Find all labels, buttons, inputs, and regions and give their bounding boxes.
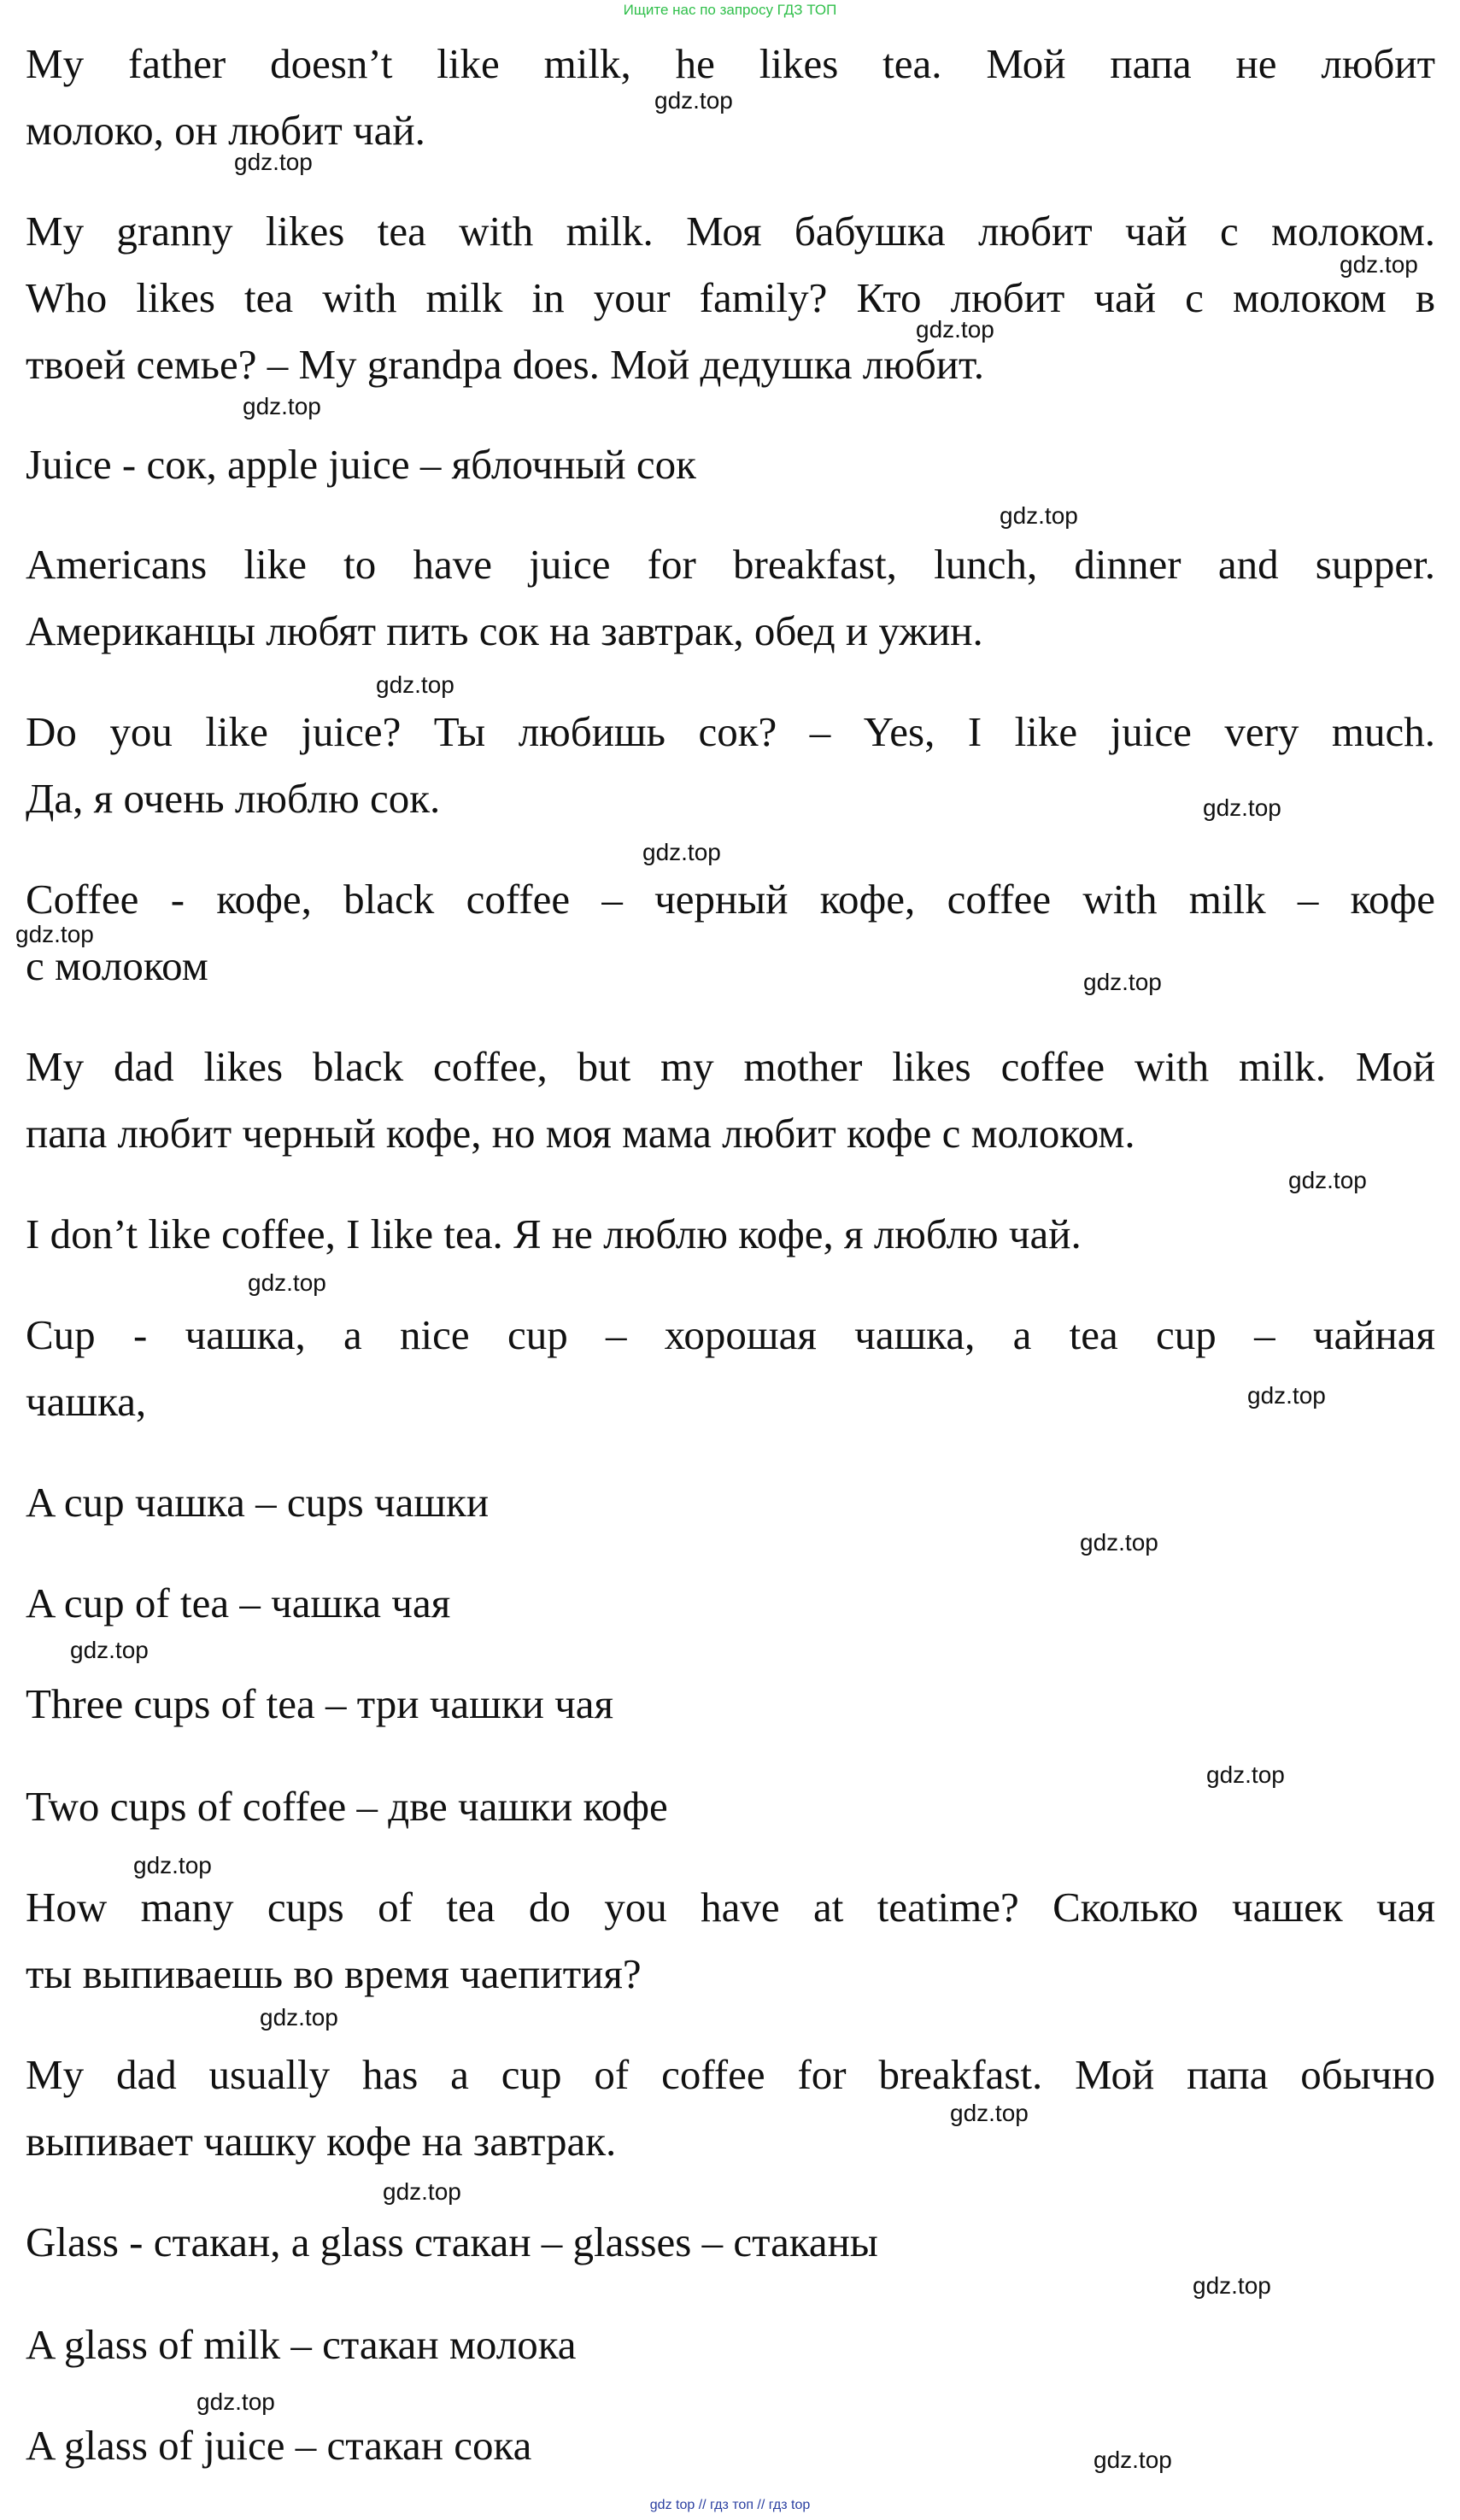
watermark: gdz.top bbox=[1203, 794, 1281, 821]
watermark: gdz.top bbox=[133, 1852, 212, 1878]
text-line: выпивает чашку кофе на завтрак. bbox=[26, 2118, 617, 2165]
text-line: A glass of milk – стакан молока bbox=[26, 2321, 577, 2368]
watermark: gdz.top bbox=[15, 921, 94, 947]
watermark: gdz.top bbox=[916, 316, 994, 343]
text-line: Да, я очень люблю сок. bbox=[26, 775, 441, 822]
text-line: A cup of tea – чашка чая bbox=[26, 1579, 451, 1626]
text-line: How many cups of tea do you have at teatime? Сколько чашек чая bbox=[26, 1884, 1435, 1931]
watermark: gdz.top bbox=[1083, 969, 1162, 995]
text-line: Who likes tea with milk in your family? Кто любит чай с молоком в bbox=[26, 274, 1435, 321]
top-banner: Ищите нас по запросу ГДЗ ТОП bbox=[623, 2, 837, 18]
text-line: A cup чашка – cups чашки bbox=[26, 1479, 490, 1526]
watermark: gdz.top bbox=[654, 87, 733, 114]
watermark: gdz.top bbox=[1080, 1529, 1158, 1556]
watermark: gdz.top bbox=[1193, 2272, 1271, 2299]
watermark: gdz.top bbox=[1206, 1761, 1285, 1788]
text-line: Juice - сок, apple juice – яблочный сок bbox=[26, 441, 696, 488]
text-line: Coffee - кофе, black coffee – черный кофе, coffee with milk – кофе bbox=[26, 876, 1435, 923]
watermark: gdz.top bbox=[234, 149, 313, 175]
text-line: Americans like to have juice for breakfast, lunch, dinner and supper. bbox=[26, 541, 1435, 588]
watermark: gdz.top bbox=[376, 671, 454, 698]
text-line: папа любит черный кофе, но моя мама любит кофе с молоком. bbox=[26, 1110, 1135, 1157]
text-line: Do you like juice? Ты любишь сок? – Yes, I like juice very much. bbox=[26, 708, 1435, 755]
text-line: My dad usually has a cup of coffee for breakfast. Мой папа обычно bbox=[26, 2051, 1435, 2098]
text-line: I don’t like coffee, I like tea. Я не люблю кофе, я люблю чай. bbox=[26, 1210, 1082, 1257]
watermark: gdz.top bbox=[248, 1269, 326, 1296]
watermark: gdz.top bbox=[243, 393, 321, 419]
watermark: gdz.top bbox=[1247, 1382, 1326, 1409]
watermark: gdz.top bbox=[642, 839, 721, 865]
watermark: gdz.top bbox=[260, 2004, 338, 2031]
watermark: gdz.top bbox=[1000, 502, 1078, 529]
watermark: gdz.top bbox=[950, 2100, 1029, 2126]
text-line: Американцы любят пить сок на завтрак, обед и ужин. bbox=[26, 607, 983, 654]
text-line: чашка, bbox=[26, 1378, 147, 1425]
text-line: My dad likes black coffee, but my mother likes coffee with milk. Мой bbox=[26, 1043, 1435, 1090]
text-line: твоей семье? – My grandpa does. Мой дедушка любит. bbox=[26, 341, 984, 388]
watermark: gdz.top bbox=[196, 2388, 275, 2415]
text-line: Glass - стакан, a glass стакан – glasses – стаканы bbox=[26, 2218, 878, 2265]
watermark: gdz.top bbox=[383, 2178, 461, 2205]
text-line: Two cups of coffee – две чашки кофе bbox=[26, 1783, 668, 1830]
footer: gdz top // гдз топ // гдз top bbox=[649, 2498, 811, 2512]
text-line: My father doesn’t like milk, he likes tea. Мой папа не любит bbox=[26, 40, 1435, 87]
watermark: gdz.top bbox=[1340, 251, 1418, 278]
text-line: Three cups of tea – три чашки чая bbox=[26, 1680, 614, 1727]
text-line: молоко, он любит чай. bbox=[26, 107, 425, 154]
text-line: My granny likes tea with milk. Моя бабушка любит чай с молоком. bbox=[26, 208, 1435, 255]
text-line: ты выпиваешь во время чаепития? bbox=[26, 1950, 642, 1997]
watermark: gdz.top bbox=[1288, 1167, 1367, 1193]
text-line: Cup - чашка, a nice cup – хорошая чашка, a tea cup – чайная bbox=[26, 1311, 1435, 1358]
text-line: с молоком bbox=[26, 942, 208, 989]
watermark: gdz.top bbox=[1094, 2447, 1172, 2473]
watermark: gdz.top bbox=[70, 1637, 149, 1663]
text-line: A glass of juice – стакан сока bbox=[26, 2422, 532, 2469]
